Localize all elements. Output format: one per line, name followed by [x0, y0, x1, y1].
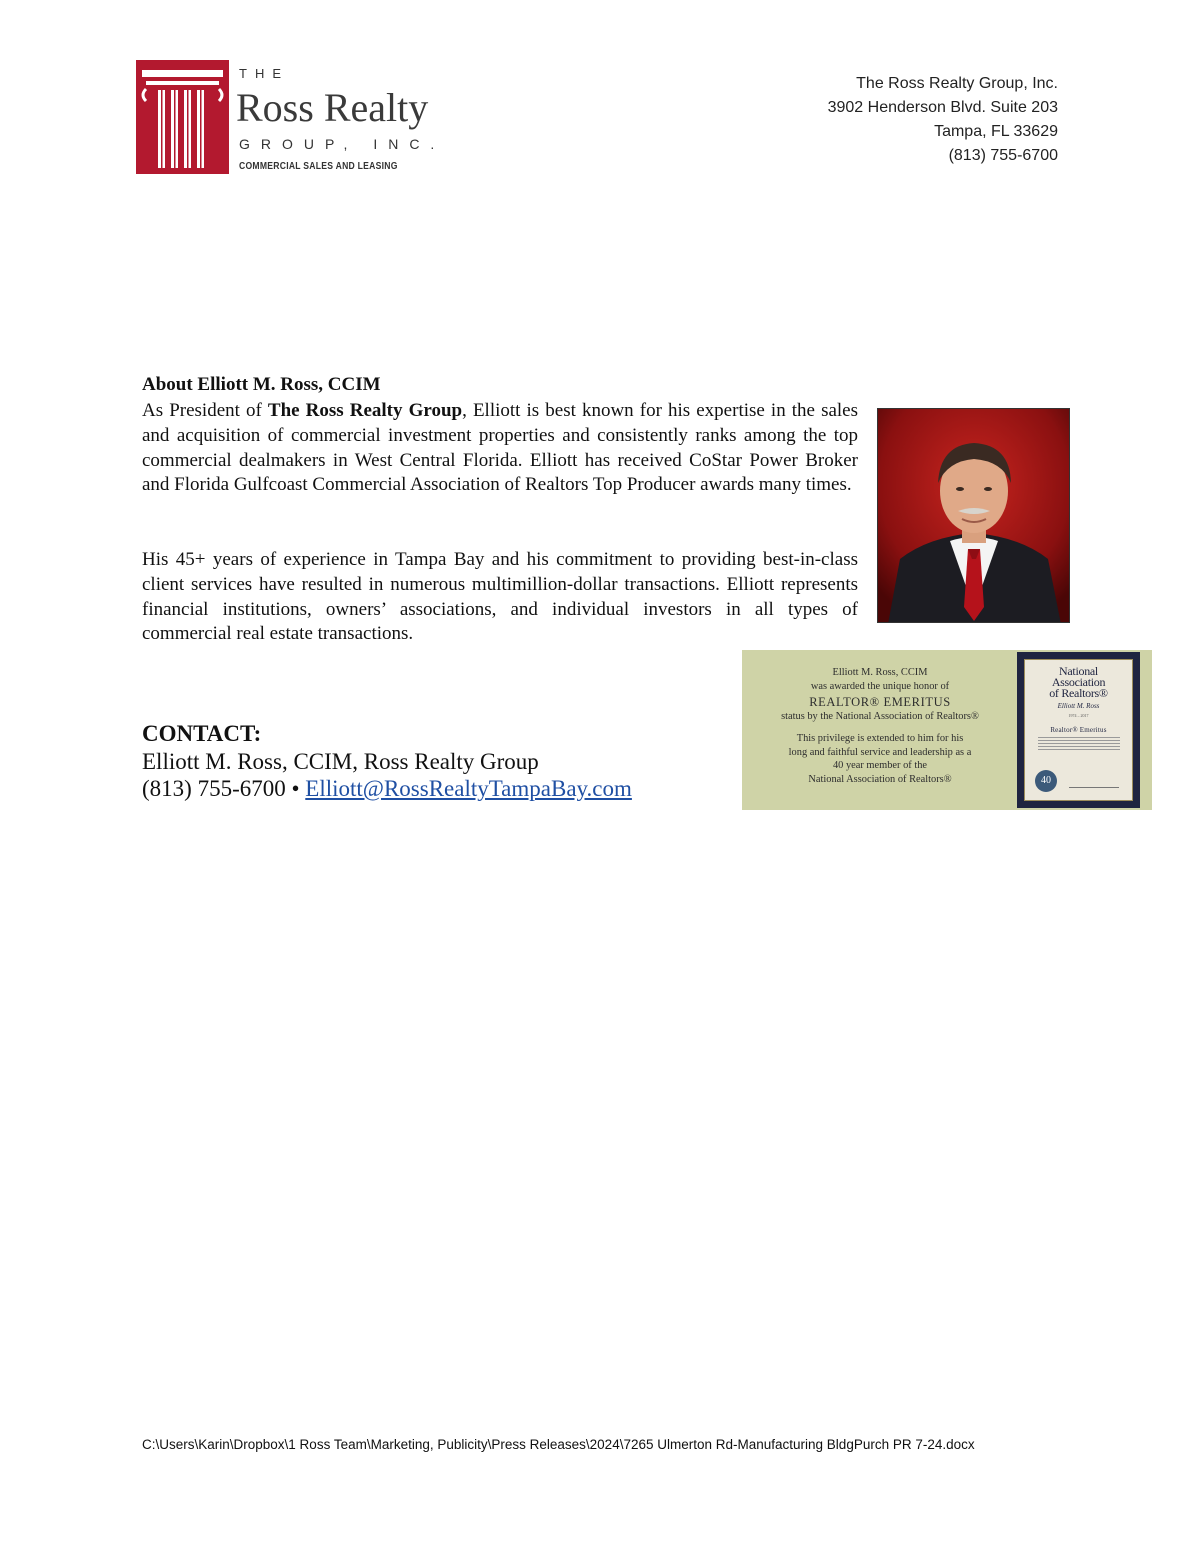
logo-tagline: COMMERCIAL SALES AND LEASING — [239, 161, 398, 172]
column-logo-icon — [136, 60, 229, 174]
bio-paragraph-1 — [142, 399, 858, 498]
bio-p1-company: The Ross Realty Group — [267, 400, 463, 421]
address-city: Tampa, FL 33629 — [934, 123, 1058, 140]
cert-nar-1: National — [1059, 664, 1098, 678]
certificate-frame — [1017, 652, 1140, 808]
certificate-title: Realtor® Emeritus — [1050, 726, 1107, 734]
certificate — [1024, 659, 1133, 801]
company-logo — [136, 60, 496, 176]
footer-file-path: C:\Users\Karin\Dropbox\1 Ross Team\Marketing, Publicity\Press Releases\2024\7265 Ulmerton Rd-Manufacturing BldgPurch PR 7-24.docx — [142, 1437, 975, 1452]
award-line-5: This privilege is extended to him for his — [796, 733, 964, 744]
logo-the-text: THE — [239, 66, 289, 81]
bio-paragraph-2: His 45+ years of experience in Tampa Bay and his commitment to providing best-in-class client services have resulted in numerous multimillion-dollar transactions. Elliott represents financial institutions, owners’ associations, and individual investors in all types of commercial real estate transactions. — [142, 549, 858, 645]
company-address — [828, 72, 1058, 168]
contact-email-link[interactable]: Elliott@RossRealtyTampaBay.com — [305, 776, 632, 801]
certificate-years: 1974 – 2017 — [1068, 713, 1089, 718]
address-phone: (813) 755-6700 — [948, 147, 1058, 164]
award-line-2: was awarded the unique honor of — [810, 680, 950, 692]
award-text — [762, 666, 998, 786]
cert-nar-3: of Realtors® — [1049, 686, 1108, 700]
contact-heading: CONTACT: — [142, 721, 262, 746]
portrait-photo — [877, 408, 1070, 623]
award-line-1: Elliott M. Ross, CCIM — [832, 667, 928, 678]
award-line-8: National Association of Realtors® — [808, 773, 952, 785]
address-company: The Ross Realty Group, Inc. — [856, 75, 1058, 92]
award-line-7: 40 year member of the — [832, 760, 928, 771]
bio-p1-pre: As President of — [142, 400, 268, 421]
cert-nar-2: Association — [1051, 675, 1106, 689]
certificate-fine-print — [1038, 737, 1120, 750]
signature-line — [1069, 787, 1119, 788]
award-line-4: status by the National Association of Realtors® — [781, 710, 979, 722]
logo-name-text: Ross Realty — [236, 85, 429, 130]
certificate-nar-title — [1025, 666, 1132, 699]
seal-icon: 40 — [1035, 770, 1057, 792]
address-street: 3902 Henderson Blvd. Suite 203 — [827, 99, 1058, 116]
bio-p1-post: , Elliott is best known for his expertise in the sales and acquisition of commercial investment properties and consistently ranks among the top commercial dealmakers in West Central Florida. Elliott has received CoStar Power Broker and Florida Gulfcoast Commercial Association of Realtors Top Producer awards many times. — [142, 400, 858, 496]
logo-group-text: GROUP, INC. — [239, 136, 446, 152]
certificate-name: Elliott M. Ross — [1057, 702, 1100, 710]
contact-phone: (813) 755-6700 • — [142, 776, 300, 801]
award-line-6: long and faithful service and leadership as a — [788, 746, 972, 758]
realtor-emeritus-award-image — [742, 650, 1152, 810]
award-line-3: REALTOR® EMERITUS — [809, 695, 951, 709]
contact-name: Elliott M. Ross, CCIM, Ross Realty Group — [142, 749, 539, 774]
contact-phone-email — [142, 775, 632, 803]
bio-heading: About Elliott M. Ross, CCIM — [142, 374, 381, 395]
